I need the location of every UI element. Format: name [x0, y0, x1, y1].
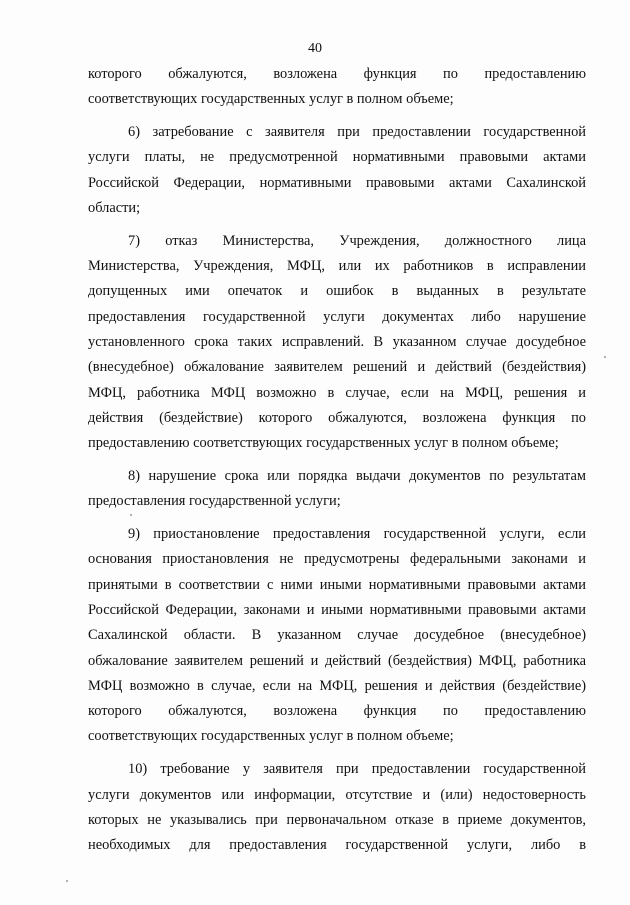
- scan-speck: [66, 880, 68, 882]
- text-line: действия (бездействие) которого обжалуются, возложена функция по: [88, 409, 586, 426]
- text-line: которого обжалуются, возложена функция по предоставлению: [88, 703, 586, 720]
- text-line: (внесудебное) обжалование заявителем решений и действий (бездействия): [88, 359, 586, 376]
- text-line: предоставлению соответствующих государственных услуг в полном объеме;: [88, 435, 559, 452]
- text-line: МФЦ, работника МФЦ возможно в случае, если на МФЦ, решения и: [88, 384, 586, 401]
- scan-speck: [604, 356, 606, 358]
- text-line: установленного срока таких исправлений. В указанном случае досудебное: [88, 333, 586, 350]
- text-line: Российской Федерации, законами и иными нормативными правовыми актами: [88, 601, 586, 618]
- text-line: предоставления государственной услуги документах либо нарушение: [88, 308, 586, 325]
- text-line: необходимых для предоставления государственной услуги, либо в: [88, 837, 586, 854]
- text-line: 7) отказ Министерства, Учреждения, должностного лица: [128, 232, 586, 249]
- text-line: предоставления государственной услуги;: [88, 493, 341, 510]
- text-line: 6) затребование с заявителя при предоставлении государственной: [128, 124, 586, 141]
- text-line: которых не указывались при первоначальном отказе в приеме документов,: [88, 811, 586, 828]
- text-line: 8) нарушение срока или порядка выдачи документов по результатам: [128, 467, 586, 484]
- text-line: Российской Федерации, нормативными правовыми актами Сахалинской: [88, 174, 586, 191]
- body-text: [88, 62, 586, 858]
- text-line: 9) приостановление предоставления государственной услуги, если: [128, 526, 586, 543]
- text-line: Министерства, Учреждения, МФЦ, или их работников в исправлении: [88, 258, 586, 275]
- text-line: соответствующих государственных услуг в полном объеме;: [88, 91, 454, 108]
- scan-speck: [130, 514, 132, 516]
- text-line: обжалование заявителем решений и действий (бездействия) МФЦ, работника: [88, 652, 586, 669]
- text-line: услуги документов или информации, отсутствие и (или) недостоверность: [88, 786, 586, 803]
- text-line: области;: [88, 199, 141, 216]
- text-line: МФЦ возможно в случае, если на МФЦ, решения и действия (бездействие): [88, 677, 586, 694]
- text-line: соответствующих государственных услуг в полном объеме;: [88, 728, 454, 745]
- text-line: допущенных ими опечаток и ошибок в выданных в результате: [88, 283, 586, 300]
- text-line: 10) требование у заявителя при предоставлении государственной: [128, 761, 586, 778]
- text-line: Сахалинской области. В указанном случае досудебное (внесудебное): [88, 627, 586, 644]
- text-line: услуги платы, не предусмотренной нормативными правовыми актами: [88, 149, 586, 166]
- text-line: принятыми в соответствии с ними иными нормативными правовыми актами: [88, 576, 586, 593]
- text-line: которого обжалуются, возложена функция по предоставлению: [88, 66, 586, 82]
- text-line: основания приостановления не предусмотрены федеральными законами и: [88, 551, 586, 568]
- page-number: 40: [308, 41, 322, 56]
